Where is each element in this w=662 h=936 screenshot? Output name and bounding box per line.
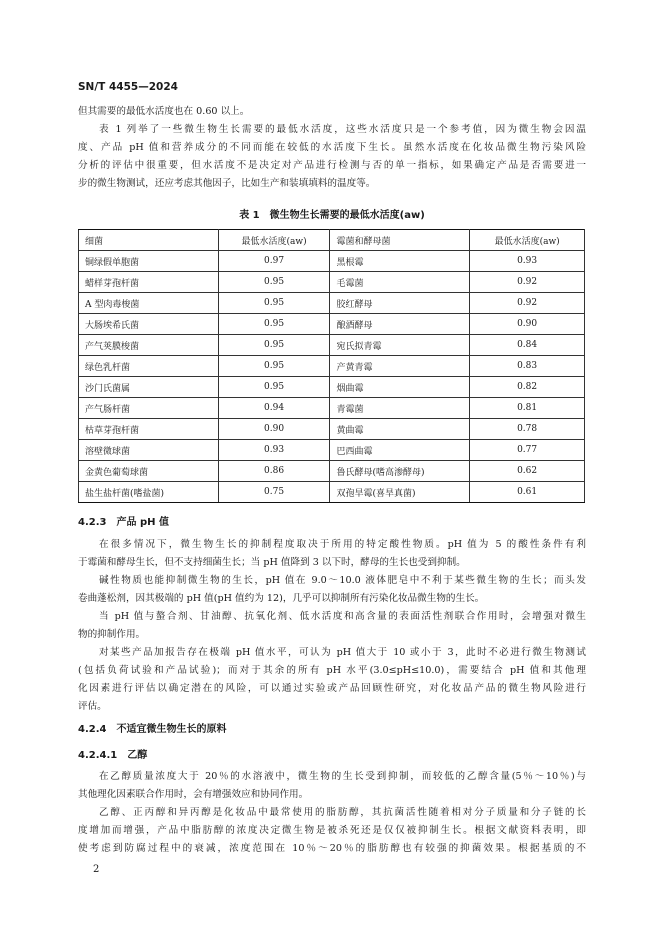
text-line: 物的抑制作用。 bbox=[78, 629, 146, 640]
water-activity-cell: 0.62 bbox=[470, 461, 585, 482]
intro-paragraph bbox=[78, 103, 586, 193]
column-header: 最低水活度(aw) bbox=[470, 230, 585, 251]
text-line: 对某些产品加报告存在极端 pH 值水平，可认为 pH 值大于 10 或小于 3，此时不必进行微生物测试 bbox=[99, 647, 586, 658]
water-activity-cell: 0.78 bbox=[470, 419, 585, 440]
water-activity-cell: 0.95 bbox=[218, 335, 330, 356]
text-line: 表 1 列举了一些微生物生长需要的最低水活度，这些水活度只是一个参考值，因为微生物会因温 bbox=[99, 124, 586, 135]
water-activity-table bbox=[78, 229, 585, 503]
text-line: 在乙醇质量浓度大于 20％的水溶液中，微生物的生长受到抑制，而较低的乙醇含量(5％～10％)与 bbox=[99, 771, 586, 782]
organism-cell: 毛霉菌 bbox=[330, 272, 470, 293]
text-line: 其他理化因素联合作用时，会有增强效应和协同作用。 bbox=[78, 789, 309, 800]
water-activity-cell: 0.77 bbox=[470, 440, 585, 461]
section-4-2-3-body bbox=[78, 536, 586, 716]
text-line: 使考虑到防腐过程中的衰减，浓度范围在 10％～20％的脂肪醇也有较强的抑菌效果。根据基质的不 bbox=[78, 843, 586, 854]
table-row bbox=[79, 440, 585, 461]
organism-cell: 青霉菌 bbox=[330, 398, 470, 419]
water-activity-cell: 0.92 bbox=[470, 293, 585, 314]
water-activity-cell: 0.86 bbox=[218, 461, 330, 482]
organism-cell: 巴西曲霉 bbox=[330, 440, 470, 461]
table-row bbox=[79, 419, 585, 440]
table-row bbox=[79, 377, 585, 398]
table-header-row bbox=[79, 230, 585, 251]
water-activity-cell: 0.92 bbox=[470, 272, 585, 293]
water-activity-cell: 0.95 bbox=[218, 272, 330, 293]
water-activity-cell: 0.94 bbox=[218, 398, 330, 419]
text-line: 碱性物质也能抑制微生物的生长，pH 值在 9.0～10.0 液体肥皂中不利于某些微生物的生长；而头发 bbox=[99, 575, 586, 586]
section-number: 4.2.3 bbox=[78, 517, 107, 528]
organism-cell: 溶壁微球菌 bbox=[79, 440, 219, 461]
water-activity-cell: 0.95 bbox=[218, 314, 330, 335]
organism-cell: 绿色乳杆菌 bbox=[79, 356, 219, 377]
text-line: 于霉菌和酵母生长，但不支持细菌生长；当 pH 值降到 3 以下时，酵母的生长也受到抑制。 bbox=[78, 557, 466, 568]
text-line: 分析的评估中很重要，但水活度不是决定对产品进行检测与否的单一指标，如果确定产品是否需要进一 bbox=[78, 160, 586, 171]
section-heading-4-2-3 bbox=[78, 513, 169, 528]
section-4-2-4-1-body bbox=[78, 768, 586, 858]
section-heading-4-2-4 bbox=[78, 720, 226, 735]
table-row bbox=[79, 461, 585, 482]
organism-cell: 金黄色葡萄球菌 bbox=[79, 461, 219, 482]
text-line: 乙醇、正丙醇和异丙醇是化妆品中最常使用的脂肪醇，其抗菌活性随着相对分子质量和分子链的长 bbox=[99, 807, 586, 818]
section-title: 乙醇 bbox=[127, 750, 148, 761]
organism-cell: 黄曲霉 bbox=[330, 419, 470, 440]
organism-cell: 大肠埃希氏菌 bbox=[79, 314, 219, 335]
water-activity-cell: 0.83 bbox=[470, 356, 585, 377]
water-activity-cell: 0.82 bbox=[470, 377, 585, 398]
organism-cell: 烟曲霉 bbox=[330, 377, 470, 398]
organism-cell: 双孢旱霉(喜旱真菌) bbox=[330, 482, 470, 503]
table-row bbox=[79, 314, 585, 335]
table-row bbox=[79, 272, 585, 293]
organism-cell: A 型肉毒梭菌 bbox=[79, 293, 219, 314]
water-activity-cell: 0.93 bbox=[470, 251, 585, 272]
section-heading-4-2-4-1 bbox=[78, 746, 147, 761]
text-line: 度增加而增强，产品中脂肪醇的浓度决定微生物是被杀死还是仅仅被抑制生长。根据文献资料表明，即 bbox=[78, 825, 586, 836]
organism-cell: 酿酒酵母 bbox=[330, 314, 470, 335]
section-number: 4.2.4 bbox=[78, 724, 107, 735]
standard-code: SN/T 4455—2024 bbox=[78, 81, 178, 93]
table-row bbox=[79, 356, 585, 377]
text-line: 步的微生物测试，还应考虑其他因子，比如生产和装填填料的温度等。 bbox=[78, 178, 376, 189]
water-activity-cell: 0.61 bbox=[470, 482, 585, 503]
table-row bbox=[79, 293, 585, 314]
column-header: 霉菌和酵母菌 bbox=[330, 230, 470, 251]
text-line: 评估。 bbox=[78, 701, 107, 712]
water-activity-cell: 0.95 bbox=[218, 293, 330, 314]
text-line: 化因素进行评估以确定潜在的风险，可以通过实验或产品回顾性研究，对化妆品产品的微生物风险进行 bbox=[78, 683, 586, 694]
text-line: 卷曲蓬松剂，因其极端的 pH 值(pH 值约为 12)，几乎可以抑制所有污染化妆品微生物的生长。 bbox=[78, 593, 485, 604]
text-line: (包括负荷试验和产品试验)；而对于其余的所有 pH 水平(3.0≤pH≤10.0)，需要结合 pH 值和其他理 bbox=[78, 665, 586, 676]
section-number: 4.2.4.1 bbox=[78, 750, 118, 761]
text-line: 度、产品 pH 值和营养成分的不同而能在较低的水活度下生长。虽然水活度在化妆品微生物污染风险 bbox=[78, 142, 586, 153]
organism-cell: 蜡样芽孢杆菌 bbox=[79, 272, 219, 293]
water-activity-cell: 0.75 bbox=[218, 482, 330, 503]
water-activity-cell: 0.95 bbox=[218, 377, 330, 398]
water-activity-cell: 0.90 bbox=[470, 314, 585, 335]
organism-cell: 黑根霉 bbox=[330, 251, 470, 272]
text-line: 当 pH 值与螯合剂、甘油醇、抗氧化剂、低水活度和高含量的表面活性剂联合作用时，会增强对微生 bbox=[99, 611, 586, 622]
water-activity-cell: 0.97 bbox=[218, 251, 330, 272]
section-title: 产品 pH 值 bbox=[116, 517, 169, 528]
page-number: 2 bbox=[93, 864, 100, 875]
organism-cell: 产黄青霉 bbox=[330, 356, 470, 377]
organism-cell: 沙门氏菌属 bbox=[79, 377, 219, 398]
organism-cell: 产气肠杆菌 bbox=[79, 398, 219, 419]
water-activity-cell: 0.95 bbox=[218, 356, 330, 377]
water-activity-cell: 0.81 bbox=[470, 398, 585, 419]
table-title: 表 1 微生物生长需要的最低水活度(aw) bbox=[239, 210, 425, 221]
table-row bbox=[79, 482, 585, 503]
table-row bbox=[79, 335, 585, 356]
water-activity-cell: 0.84 bbox=[470, 335, 585, 356]
organism-cell: 宛氏拟青霉 bbox=[330, 335, 470, 356]
water-activity-cell: 0.90 bbox=[218, 419, 330, 440]
section-title: 不适宜微生物生长的原料 bbox=[116, 724, 227, 735]
column-header: 最低水活度(aw) bbox=[218, 230, 330, 251]
organism-cell: 铜绿假单胞菌 bbox=[79, 251, 219, 272]
organism-cell: 产气荚膜梭菌 bbox=[79, 335, 219, 356]
water-activity-cell: 0.93 bbox=[218, 440, 330, 461]
text-line: 在很多情况下，微生物生长的抑制程度取决于所用的特定酸性物质。pH 值为 5 的酸性条件有利 bbox=[99, 539, 586, 550]
column-header: 细菌 bbox=[79, 230, 219, 251]
text-line: 但其需要的最低水活度也在 0.60 以上。 bbox=[78, 106, 250, 117]
organism-cell: 枯草芽孢杆菌 bbox=[79, 419, 219, 440]
organism-cell: 胶红酵母 bbox=[330, 293, 470, 314]
organism-cell: 鲁氏酵母(嗜高渗酵母) bbox=[330, 461, 470, 482]
table-row bbox=[79, 251, 585, 272]
table-row bbox=[79, 398, 585, 419]
organism-cell: 盐生盐杆菌(嗜盐菌) bbox=[79, 482, 219, 503]
